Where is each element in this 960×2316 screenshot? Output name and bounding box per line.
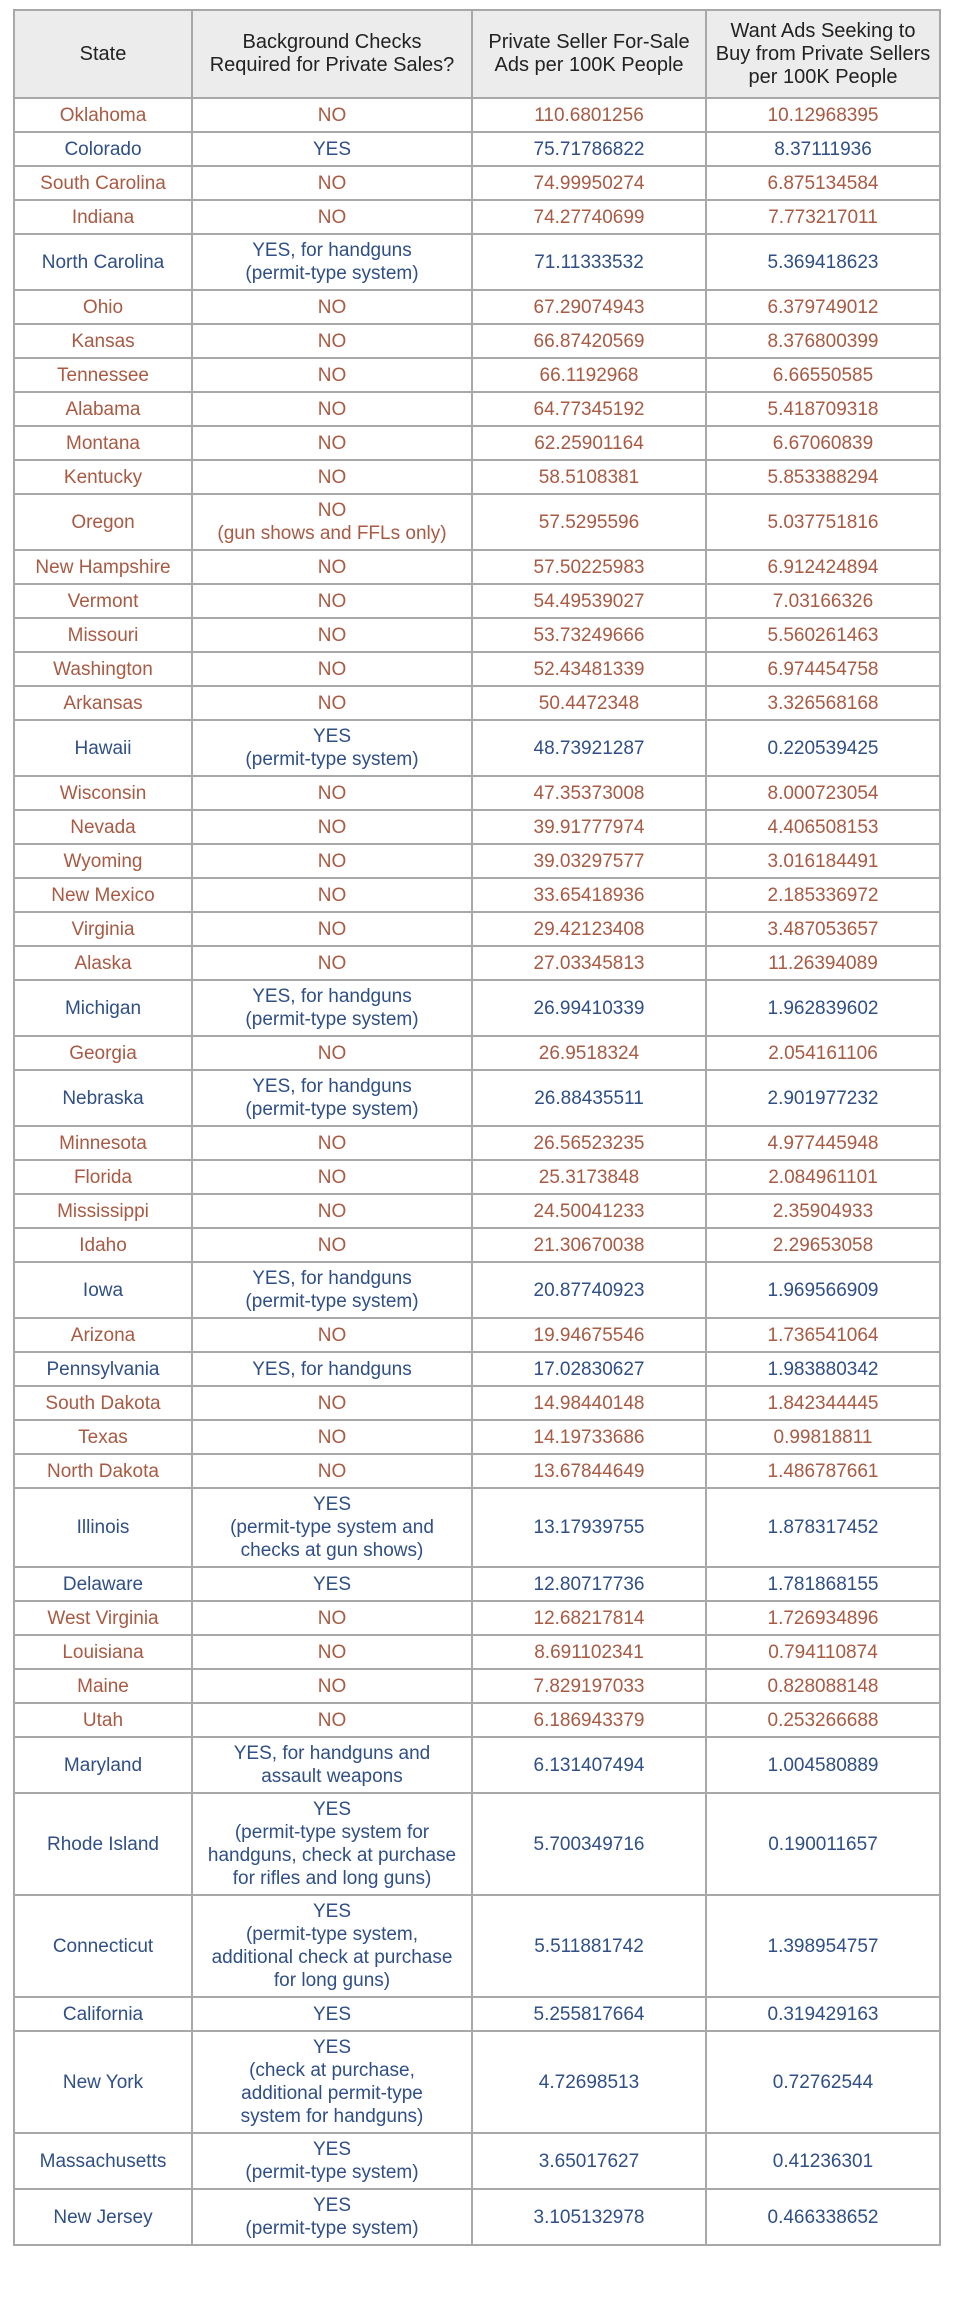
table-row [14,1262,940,1318]
for-sale-ads-cell: 13.17939755 [472,1488,706,1567]
for-sale-ads-cell: 26.9518324 [472,1036,706,1070]
background-check-cell: YES (permit-type system) [192,2133,472,2189]
for-sale-ads-cell: 67.29074943 [472,290,706,324]
background-check-cell: NO [192,1228,472,1262]
background-check-cell: NO [192,584,472,618]
state-cell: Tennessee [14,358,192,392]
state-cell: New York [14,2031,192,2133]
background-check-cell: NO [192,912,472,946]
state-cell: Kansas [14,324,192,358]
background-check-cell: NO [192,878,472,912]
want-ads-cell: 8.376800399 [706,324,940,358]
want-ads-cell: 0.253266688 [706,1703,940,1737]
want-ads-cell: 1.969566909 [706,1262,940,1318]
for-sale-ads-cell: 71.11333532 [472,234,706,290]
state-cell: North Carolina [14,234,192,290]
background-check-cell: NO [192,324,472,358]
state-cell: Minnesota [14,1126,192,1160]
background-check-cell: NO [192,1601,472,1635]
background-check-cell: NO [192,618,472,652]
for-sale-ads-cell: 57.50225983 [472,550,706,584]
want-ads-cell: 4.406508153 [706,810,940,844]
background-check-cell: YES, for handguns [192,1352,472,1386]
table-row [14,2133,940,2189]
state-cell: South Dakota [14,1386,192,1420]
background-check-cell: YES, for handguns and assault weapons [192,1737,472,1793]
table-row [14,1454,940,1488]
state-cell: Iowa [14,1262,192,1318]
background-check-cell: YES [192,132,472,166]
background-check-cell: NO [192,550,472,584]
table-row [14,1737,940,1793]
background-check-cell: NO [192,1036,472,1070]
state-cell: Oklahoma [14,98,192,132]
for-sale-ads-cell: 52.43481339 [472,652,706,686]
want-ads-cell: 1.983880342 [706,1352,940,1386]
want-ads-cell: 0.41236301 [706,2133,940,2189]
state-cell: Arizona [14,1318,192,1352]
want-ads-cell: 1.726934896 [706,1601,940,1635]
for-sale-ads-cell: 26.88435511 [472,1070,706,1126]
table-row [14,1420,940,1454]
table-row [14,1669,940,1703]
state-cell: Ohio [14,290,192,324]
for-sale-ads-cell: 110.6801256 [472,98,706,132]
want-ads-cell: 2.084961101 [706,1160,940,1194]
table-row [14,290,940,324]
background-check-cell: NO [192,1703,472,1737]
background-check-cell: NO [192,810,472,844]
state-cell: California [14,1997,192,2031]
table-row [14,234,940,290]
background-check-cell: NO [192,1454,472,1488]
table-row [14,878,940,912]
for-sale-ads-cell: 3.105132978 [472,2189,706,2245]
table-row [14,1601,940,1635]
want-ads-cell: 0.190011657 [706,1793,940,1895]
state-cell: Massachusetts [14,2133,192,2189]
background-check-cell: YES [192,1997,472,2031]
background-check-cell: NO [192,1669,472,1703]
table-row [14,720,940,776]
for-sale-ads-cell: 75.71786822 [472,132,706,166]
background-check-cell: NO [192,652,472,686]
table-row [14,1488,940,1567]
for-sale-ads-cell: 13.67844649 [472,1454,706,1488]
for-sale-ads-cell: 74.99950274 [472,166,706,200]
for-sale-ads-cell: 6.186943379 [472,1703,706,1737]
for-sale-ads-cell: 62.25901164 [472,426,706,460]
for-sale-ads-cell: 21.30670038 [472,1228,706,1262]
for-sale-ads-cell: 6.131407494 [472,1737,706,1793]
want-ads-cell: 4.977445948 [706,1126,940,1160]
for-sale-ads-cell: 17.02830627 [472,1352,706,1386]
for-sale-ads-cell: 48.73921287 [472,720,706,776]
state-cell: Montana [14,426,192,460]
state-cell: Oregon [14,494,192,550]
for-sale-ads-cell: 12.80717736 [472,1567,706,1601]
state-cell: Mississippi [14,1194,192,1228]
for-sale-ads-cell: 27.03345813 [472,946,706,980]
want-ads-cell: 1.398954757 [706,1895,940,1997]
table-row [14,776,940,810]
for-sale-ads-cell: 54.49539027 [472,584,706,618]
want-ads-cell: 5.853388294 [706,460,940,494]
background-check-cell: YES (permit-type system and checks at gun shows) [192,1488,472,1567]
table-row [14,426,940,460]
table-row [14,460,940,494]
table-body [14,98,940,2245]
state-cell: New Jersey [14,2189,192,2245]
table-row [14,392,940,426]
for-sale-ads-cell: 3.65017627 [472,2133,706,2189]
state-cell: Idaho [14,1228,192,1262]
state-cell: Virginia [14,912,192,946]
table-row [14,1228,940,1262]
want-ads-cell: 5.037751816 [706,494,940,550]
state-cell: Arkansas [14,686,192,720]
want-ads-cell: 2.054161106 [706,1036,940,1070]
background-check-cell: NO [192,1386,472,1420]
want-ads-cell: 0.466338652 [706,2189,940,2245]
for-sale-ads-cell: 4.72698513 [472,2031,706,2133]
table-header [14,10,940,98]
want-ads-cell: 10.12968395 [706,98,940,132]
table-row [14,652,940,686]
state-cell: Alabama [14,392,192,426]
state-cell: Maryland [14,1737,192,1793]
for-sale-ads-cell: 39.03297577 [472,844,706,878]
want-ads-cell: 6.912424894 [706,550,940,584]
want-ads-cell: 5.560261463 [706,618,940,652]
background-check-cell: NO [192,426,472,460]
table-row [14,132,940,166]
want-ads-cell: 2.185336972 [706,878,940,912]
table-row [14,358,940,392]
table-row [14,1703,940,1737]
state-cell: Vermont [14,584,192,618]
state-cell: Kentucky [14,460,192,494]
background-check-cell: YES (permit-type system) [192,2189,472,2245]
for-sale-ads-cell: 66.1192968 [472,358,706,392]
background-check-cell: NO [192,392,472,426]
state-cell: Washington [14,652,192,686]
background-check-cell: NO [192,358,472,392]
header-background-checks: Background Checks Required for Private Sales? [192,10,472,98]
table-row [14,584,940,618]
state-cell: Delaware [14,1567,192,1601]
table-row [14,686,940,720]
want-ads-cell: 1.962839602 [706,980,940,1036]
state-cell: North Dakota [14,1454,192,1488]
background-check-cell: NO [192,1126,472,1160]
want-ads-cell: 7.773217011 [706,200,940,234]
table-row [14,1895,940,1997]
table-row [14,844,940,878]
background-check-cell: NO [192,1635,472,1669]
background-check-table-container [13,9,939,2246]
for-sale-ads-cell: 8.691102341 [472,1635,706,1669]
for-sale-ads-cell: 53.73249666 [472,618,706,652]
background-check-cell: YES (permit-type system for handguns, check at purchase for rifles and long guns) [192,1793,472,1895]
want-ads-cell: 5.418709318 [706,392,940,426]
state-cell: South Carolina [14,166,192,200]
table-row [14,1160,940,1194]
background-check-cell: NO [192,946,472,980]
state-cell: New Mexico [14,878,192,912]
for-sale-ads-cell: 58.5108381 [472,460,706,494]
want-ads-cell: 7.03166326 [706,584,940,618]
state-cell: Indiana [14,200,192,234]
background-check-cell: NO [192,200,472,234]
state-cell: Illinois [14,1488,192,1567]
table-row [14,1070,940,1126]
for-sale-ads-cell: 12.68217814 [472,1601,706,1635]
table-row [14,1194,940,1228]
background-check-cell: NO (gun shows and FFLs only) [192,494,472,550]
want-ads-cell: 5.369418623 [706,234,940,290]
background-check-cell: YES (permit-type system) [192,720,472,776]
table-row [14,1635,940,1669]
state-cell: Utah [14,1703,192,1737]
for-sale-ads-cell: 64.77345192 [472,392,706,426]
background-check-cell: NO [192,166,472,200]
state-cell: Florida [14,1160,192,1194]
for-sale-ads-cell: 26.56523235 [472,1126,706,1160]
state-cell: Connecticut [14,1895,192,1997]
background-check-cell: NO [192,460,472,494]
table-row [14,1997,940,2031]
table-row [14,618,940,652]
for-sale-ads-cell: 20.87740923 [472,1262,706,1318]
want-ads-cell: 1.842344445 [706,1386,940,1420]
for-sale-ads-cell: 14.19733686 [472,1420,706,1454]
background-check-cell: NO [192,1160,472,1194]
state-cell: Missouri [14,618,192,652]
background-check-cell: YES (permit-type system, additional check at purchase for long guns) [192,1895,472,1997]
for-sale-ads-cell: 7.829197033 [472,1669,706,1703]
state-cell: Alaska [14,946,192,980]
state-cell: New Hampshire [14,550,192,584]
header-for-sale-ads: Private Seller For-Sale Ads per 100K People [472,10,706,98]
background-check-cell: YES, for handguns (permit-type system) [192,980,472,1036]
for-sale-ads-cell: 5.700349716 [472,1793,706,1895]
background-check-cell: NO [192,1318,472,1352]
state-cell: Nebraska [14,1070,192,1126]
want-ads-cell: 0.220539425 [706,720,940,776]
for-sale-ads-cell: 50.4472348 [472,686,706,720]
table-row [14,550,940,584]
for-sale-ads-cell: 25.3173848 [472,1160,706,1194]
for-sale-ads-cell: 24.50041233 [472,1194,706,1228]
for-sale-ads-cell: 39.91777974 [472,810,706,844]
header-row [14,10,940,98]
table-row [14,98,940,132]
table-row [14,1318,940,1352]
for-sale-ads-cell: 5.511881742 [472,1895,706,1997]
state-cell: Wisconsin [14,776,192,810]
table-row [14,1793,940,1895]
background-check-cell: NO [192,776,472,810]
table-row [14,200,940,234]
table-row [14,1567,940,1601]
background-check-cell: NO [192,844,472,878]
for-sale-ads-cell: 26.99410339 [472,980,706,1036]
background-check-cell: NO [192,1194,472,1228]
for-sale-ads-cell: 29.42123408 [472,912,706,946]
table-row [14,1386,940,1420]
want-ads-cell: 1.004580889 [706,1737,940,1793]
for-sale-ads-cell: 57.5295596 [472,494,706,550]
background-check-cell: YES, for handguns (permit-type system) [192,234,472,290]
want-ads-cell: 6.66550585 [706,358,940,392]
table-row [14,980,940,1036]
background-check-cell: NO [192,686,472,720]
table-row [14,912,940,946]
want-ads-cell: 0.794110874 [706,1635,940,1669]
table-row [14,1126,940,1160]
table-row [14,166,940,200]
for-sale-ads-cell: 19.94675546 [472,1318,706,1352]
table-row [14,2189,940,2245]
background-check-cell: NO [192,98,472,132]
for-sale-ads-cell: 14.98440148 [472,1386,706,1420]
want-ads-cell: 2.29653058 [706,1228,940,1262]
want-ads-cell: 2.35904933 [706,1194,940,1228]
background-check-cell: YES, for handguns (permit-type system) [192,1262,472,1318]
want-ads-cell: 1.878317452 [706,1488,940,1567]
want-ads-cell: 1.781868155 [706,1567,940,1601]
for-sale-ads-cell: 47.35373008 [472,776,706,810]
want-ads-cell: 8.000723054 [706,776,940,810]
want-ads-cell: 6.974454758 [706,652,940,686]
background-check-cell: NO [192,1420,472,1454]
background-check-table [13,9,941,2246]
state-cell: Michigan [14,980,192,1036]
want-ads-cell: 1.736541064 [706,1318,940,1352]
state-cell: Colorado [14,132,192,166]
table-row [14,324,940,358]
want-ads-cell: 0.828088148 [706,1669,940,1703]
table-row [14,810,940,844]
for-sale-ads-cell: 74.27740699 [472,200,706,234]
want-ads-cell: 2.901977232 [706,1070,940,1126]
table-row [14,946,940,980]
table-row [14,1352,940,1386]
background-check-cell: YES (check at purchase, additional permit-type system for handguns) [192,2031,472,2133]
table-row [14,2031,940,2133]
for-sale-ads-cell: 5.255817664 [472,1997,706,2031]
table-row [14,1036,940,1070]
want-ads-cell: 0.319429163 [706,1997,940,2031]
want-ads-cell: 1.486787661 [706,1454,940,1488]
state-cell: Pennsylvania [14,1352,192,1386]
background-check-cell: YES [192,1567,472,1601]
for-sale-ads-cell: 66.87420569 [472,324,706,358]
want-ads-cell: 6.875134584 [706,166,940,200]
state-cell: Nevada [14,810,192,844]
want-ads-cell: 11.26394089 [706,946,940,980]
header-state: State [14,10,192,98]
want-ads-cell: 3.326568168 [706,686,940,720]
state-cell: Rhode Island [14,1793,192,1895]
want-ads-cell: 6.379749012 [706,290,940,324]
state-cell: Georgia [14,1036,192,1070]
state-cell: Maine [14,1669,192,1703]
want-ads-cell: 8.37111936 [706,132,940,166]
state-cell: Hawaii [14,720,192,776]
state-cell: Wyoming [14,844,192,878]
for-sale-ads-cell: 33.65418936 [472,878,706,912]
table-row [14,494,940,550]
want-ads-cell: 3.016184491 [706,844,940,878]
state-cell: West Virginia [14,1601,192,1635]
background-check-cell: YES, for handguns (permit-type system) [192,1070,472,1126]
header-want-ads: Want Ads Seeking to Buy from Private Sellers per 100K People [706,10,940,98]
state-cell: Louisiana [14,1635,192,1669]
state-cell: Texas [14,1420,192,1454]
want-ads-cell: 0.72762544 [706,2031,940,2133]
want-ads-cell: 0.99818811 [706,1420,940,1454]
want-ads-cell: 3.487053657 [706,912,940,946]
want-ads-cell: 6.67060839 [706,426,940,460]
background-check-cell: NO [192,290,472,324]
